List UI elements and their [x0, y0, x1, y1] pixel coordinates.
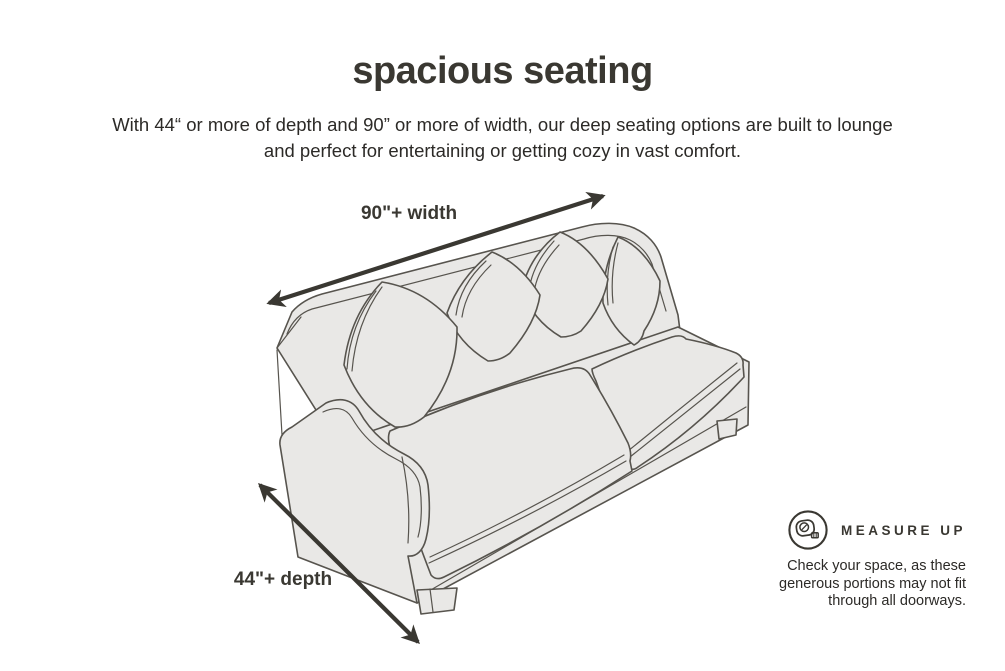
page-title: spacious seating — [352, 50, 653, 92]
measure-up-header — [752, 509, 966, 551]
depth-dimension-label: 44"+ depth — [233, 569, 333, 590]
measure-up-line-2: generous portions may not fit — [779, 575, 966, 592]
sofa-dimension-diagram — [230, 185, 790, 665]
tape-measure-icon — [787, 509, 829, 551]
measure-up-text — [752, 558, 966, 611]
measure-up-line-3: through all doorways. — [828, 593, 966, 609]
width-dimension-label: 90"+ width — [360, 203, 458, 224]
sofa-illustration — [277, 223, 749, 614]
subtitle-line-1: With 44“ or more of depth and 90” or more of width, our deep seating options are built to lounge — [112, 114, 893, 135]
subtitle-line-2: and perfect for entertaining or getting cozy in vast comfort. — [263, 140, 742, 161]
measure-up-heading: MEASURE UP — [840, 522, 966, 538]
page-subtitle — [0, 112, 1005, 164]
measure-up-callout — [752, 509, 966, 611]
measure-up-line-1: Check your space, as these — [787, 558, 966, 574]
